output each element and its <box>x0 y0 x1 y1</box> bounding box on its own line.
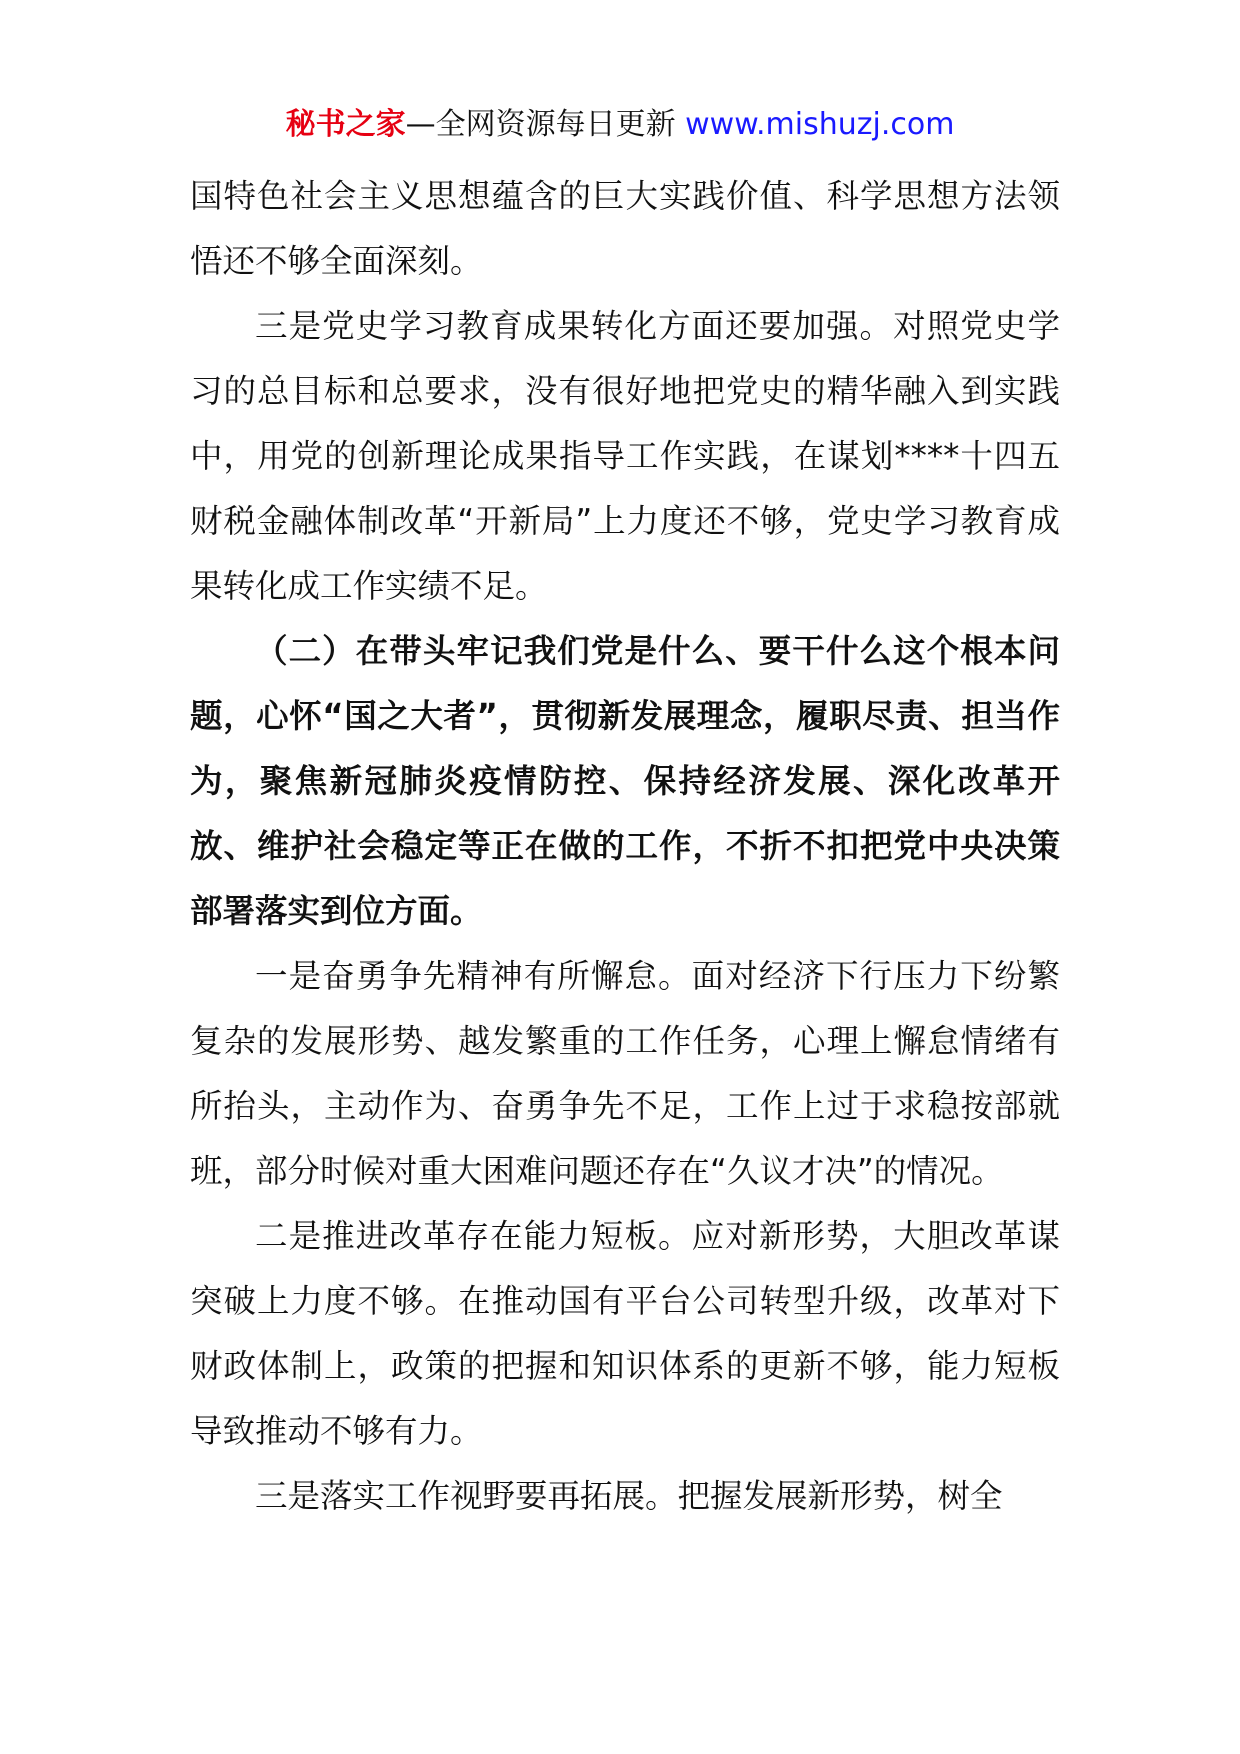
section-heading-two: （二）在带头牢记我们党是什么、要干什么这个根本问题，心怀“国之大者”，贯彻新发展理念，履职尽责、担当作为，聚焦新冠肺炎疫情防控、保持经济发展、深化改革开放、维护社会稳定等正在做的工作，不折不扣把党中央决策部署落实到位方面。 <box>190 632 1060 930</box>
site-url-link[interactable]: www.mishuzj.com <box>685 107 955 142</box>
site-brand: 秘书之家 <box>285 107 406 142</box>
paragraph-point-one: 一是奋勇争先精神有所懈怠。面对经济下行压力下纷繁复杂的发展形势、越发繁重的工作任务，心理上懈怠情绪有所抬头，主动作为、奋勇争先不足，工作上过于求稳按部就班，部分时候对重大困难问题还存在“久议才决”的情况。 <box>190 957 1060 1190</box>
paragraph-point-three-b: 三是落实工作视野要再拓展。把握发展新形势，树全 <box>255 1477 1003 1515</box>
page-header <box>0 100 1240 150</box>
paragraph-point-three: 三是党史学习教育成果转化方面还要加强。对照党史学习的总目标和总要求，没有很好地把党史的精华融入到实践中，用党的创新理论成果指导工作实践，在谋划****十四五财税金融体制改革“开新局”上力度还不够，党史学习教育成果转化成工作实绩不足。 <box>190 307 1060 605</box>
document-body <box>190 164 1060 1529</box>
paragraph-point-two: 二是推进改革存在能力短板。应对新形势，大胆改革谋突破上力度不够。在推动国有平台公司转型升级，改革对下财政体制上，政策的把握和知识体系的更新不够，能力短板导致推动不够有力。 <box>190 1217 1060 1450</box>
site-tagline: —全网资源每日更新 <box>405 107 676 142</box>
paragraph-continuation: 国特色社会主义思想蕴含的巨大实践价值、科学思想方法领悟还不够全面深刻。 <box>190 177 1060 280</box>
